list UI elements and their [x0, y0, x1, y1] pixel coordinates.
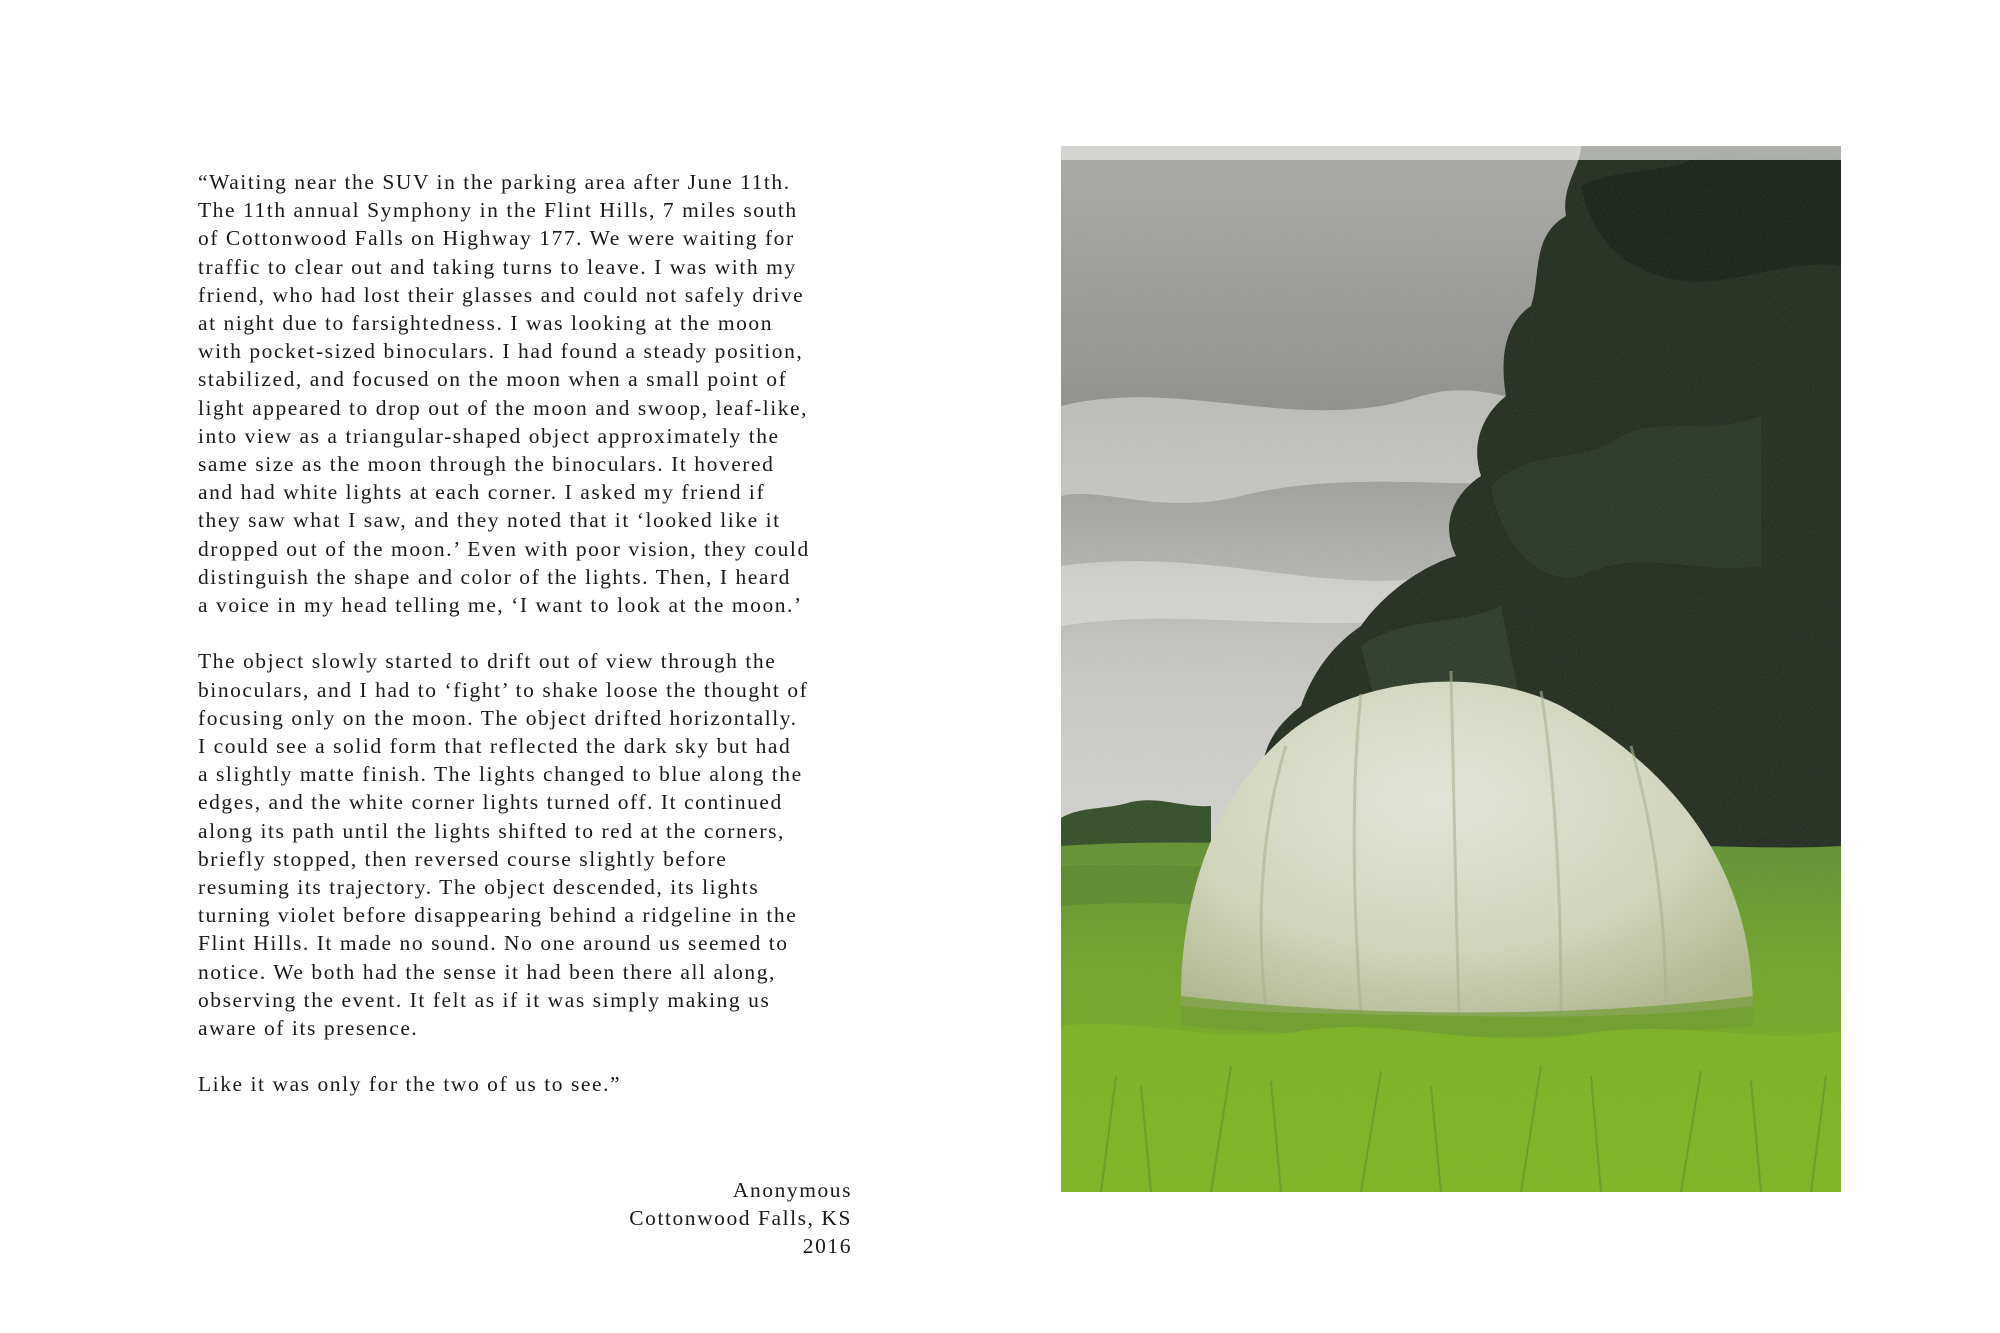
- film-grain: [1061, 146, 1841, 1192]
- signature-place: Cottonwood Falls, KS: [629, 1206, 852, 1231]
- story-text: [198, 168, 898, 1099]
- paragraph-spacer: [198, 619, 898, 647]
- story-line: light appeared to drop out of the moon and swoop, leaf-like,: [198, 395, 809, 420]
- story-line: same size as the moon through the binoculars. It hovered: [198, 452, 775, 477]
- paragraph-spacer: [198, 1042, 898, 1070]
- story-line: friend, who had lost their glasses and could not safely drive: [198, 282, 805, 307]
- signature-name: Anonymous: [732, 1178, 852, 1202]
- story-line: resuming its trajectory. The object descended, its lights: [198, 875, 760, 900]
- story-line: edges, and the white corner lights turned off. It continued: [198, 790, 783, 815]
- story-line: a slightly matte finish. The lights changed to blue along the: [198, 762, 803, 787]
- story-line: notice. We both had the sense it had been there all along,: [198, 959, 776, 984]
- signature-block: [629, 1176, 852, 1261]
- story-line: Like it was only for the two of us to see.”: [198, 1072, 622, 1097]
- signature-year: 2016: [802, 1234, 852, 1259]
- story-line: they saw what I saw, and they noted that it ‘looked like it: [198, 508, 781, 533]
- dome-in-field-photo: [1061, 146, 1841, 1192]
- story-line: dropped out of the moon.’ Even with poor vision, they could: [198, 536, 810, 561]
- story-line: The 11th annual Symphony in the Flint Hills, 7 miles south: [198, 198, 798, 223]
- story-line: a voice in my head telling me, ‘I want to look at the moon.’: [198, 593, 803, 618]
- story-line: Flint Hills. It made no sound. No one around us seemed to: [198, 931, 789, 956]
- story-line: I could see a solid form that reflected the dark sky but had: [198, 734, 792, 759]
- story-line: with pocket-sized binoculars. I had found a steady position,: [198, 339, 804, 364]
- story-paragraph-2: [198, 647, 898, 1042]
- story-line: The object slowly started to drift out of view through the: [198, 649, 777, 674]
- story-line: “Waiting near the SUV in the parking area after June 11th.: [198, 170, 791, 194]
- story-line: along its path until the lights shifted to red at the corners,: [198, 818, 785, 843]
- story-line: aware of its presence.: [198, 1016, 419, 1041]
- story-line: turning violet before disappearing behind a ridgeline in the: [198, 903, 798, 928]
- story-paragraph-3: [198, 1070, 898, 1098]
- story-line: and had white lights at each corner. I asked my friend if: [198, 480, 766, 505]
- story-paragraph-1: [198, 168, 898, 619]
- story-line: traffic to clear out and taking turns to leave. I was with my: [198, 254, 797, 279]
- story-line: focusing only on the moon. The object drifted horizontally.: [198, 705, 798, 730]
- story-line: observing the event. It felt as if it was simply making us: [198, 987, 771, 1012]
- story-line: of Cottonwood Falls on Highway 177. We were waiting for: [198, 226, 795, 251]
- story-line: at night due to farsightedness. I was looking at the moon: [198, 311, 773, 336]
- story-line: into view as a triangular-shaped object approximately the: [198, 423, 780, 448]
- story-line: binoculars, and I had to ‘fight’ to shake loose the thought of: [198, 677, 809, 702]
- photo-illustration: [1061, 146, 1841, 1192]
- story-line: briefly stopped, then reversed course slightly before: [198, 846, 728, 871]
- story-line: distinguish the shape and color of the lights. Then, I heard: [198, 564, 791, 589]
- story-line: stabilized, and focused on the moon when a small point of: [198, 367, 788, 392]
